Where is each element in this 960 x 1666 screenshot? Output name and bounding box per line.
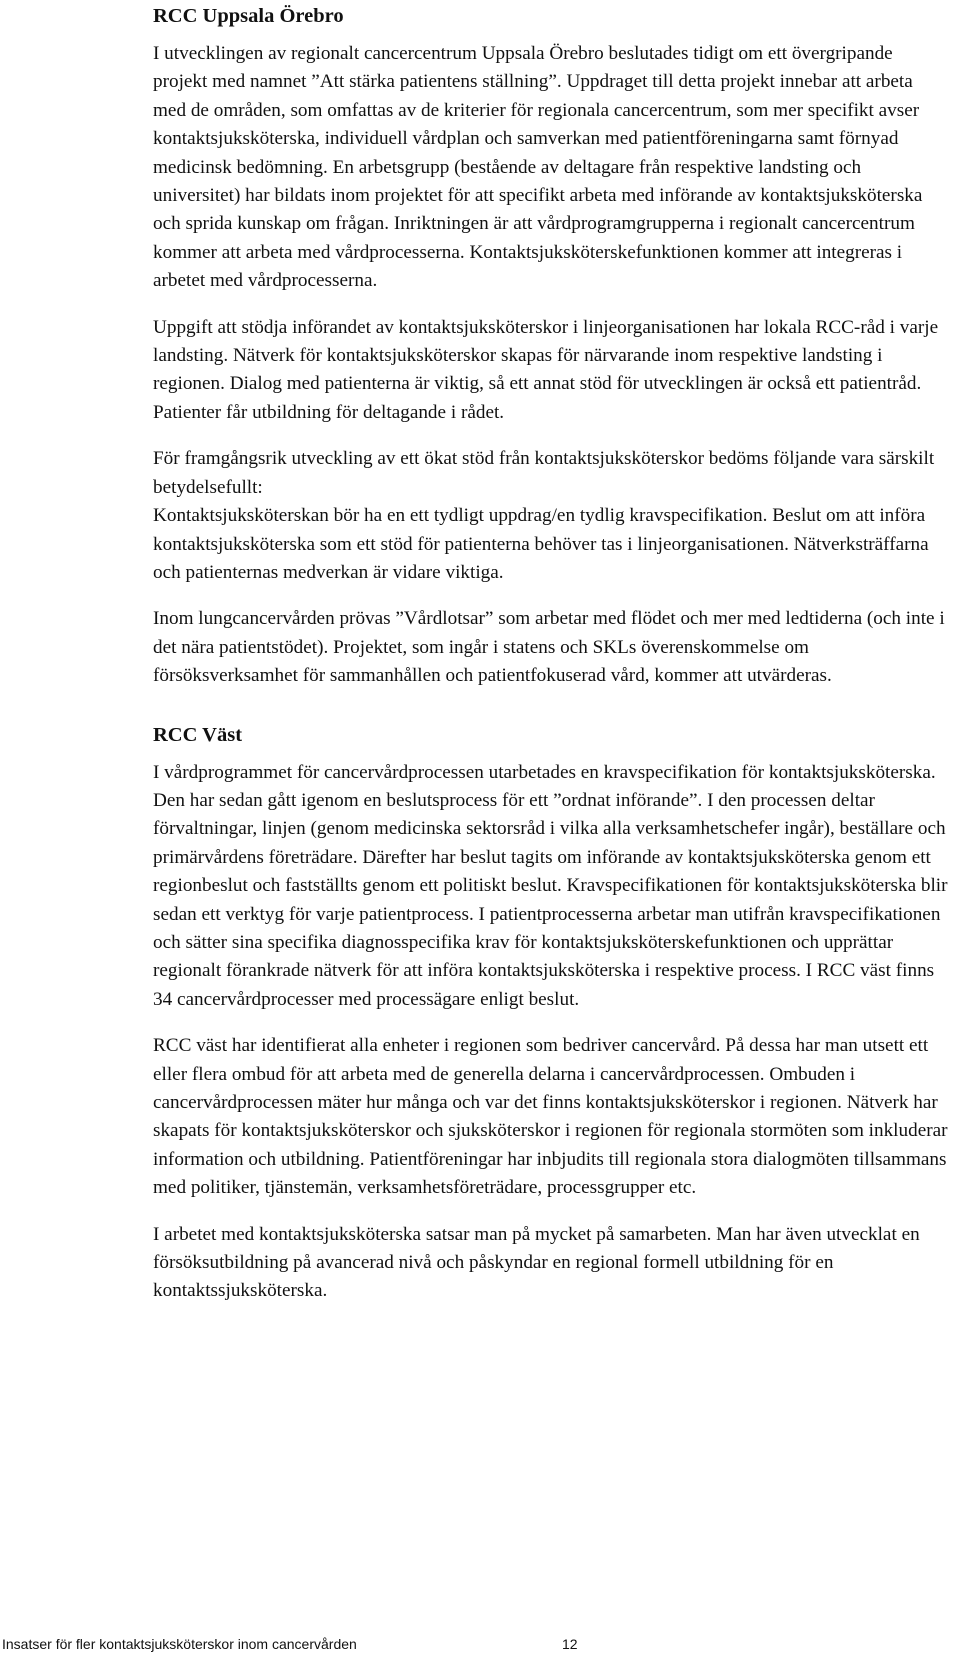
footer-title: Insatser för fler kontaktsjuksköterskor inom cancervården <box>2 1636 357 1652</box>
paragraph: RCC väst har identifierat alla enheter i regionen som bedriver cancervård. På dessa har man utsett ett eller flera ombud för att arbeta med de generella delarna i cancervårdprocessen. Ombuden i cancervårdprocessen mäter hur många och var det finns kontaktsjuksköterskor i regionen. Nätverk har skapats för kontaktsjuksköterskor och sjuksköterskor i regionen för regionala stormöten som inkluderar information och utbildning. Patientföreningar har inbjudits till regionala stora dialogmöten tillsammans med politiker, tjänstemän, verksamhetsföreträdare, processgrupper etc. <box>153 1035 948 1199</box>
paragraph: Kontaktsjuksköterskan bör ha en ett tydligt uppdrag/en tydlig kravspecifikation. Beslut om att införa kontaktsjuksköterska som ett stöd för patienterna behöver tas i linjeorganisationen. Nätverksträffarna och patienternas medverkan är vidare viktiga. <box>153 505 929 583</box>
page-body <box>153 2 948 1324</box>
section-heading-vast: RCC Väst <box>153 723 243 746</box>
page-number: 12 <box>562 1636 578 1652</box>
paragraph: I arbetet med kontaktsjuksköterska satsar man på mycket på samarbeten. Man har även utvecklat en försöksutbildning på avancerad nivå och påskyndar en regional formell utbildning för en kontaktssjuksköterska. <box>153 1223 920 1302</box>
paragraph: I vårdprogrammet för cancervårdprocessen utarbetades en kravspecifikation för kontaktsjuksköterska. Den har sedan gått igenom en beslutsprocess för ett ”ordnat införande”. I den processen deltar förvaltningar, linjen (genom medicinska sektorsråd i vilka alla verksamhetschefer ingår), beställare och primärvårdens företrädare. Därefter har beslut tagits om införande av kontaktsjuksköterska genom ett regionbeslut och fastställts genom ett politiskt beslut. Kravspecifikationen för kontaktsjuksköterska blir sedan ett verktyg för varje patientprocess. I patientprocesserna arbetar man utifrån kravspecifikationen och sätter sina specifika diagnosspecifika krav för kontaktsjuksköterskefunktionen och upprättar regionalt förankrade nätverk för att införa kontaktsjuksköterska i respektive process. I RCC väst finns 34 cancervårdprocesser med processägare enligt beslut. <box>153 761 948 1010</box>
paragraph: För framgångsrik utveckling av ett ökat stöd från kontaktsjuksköterskor bedöms följande vara särskilt betydelsefullt: <box>153 448 935 498</box>
section-heading-uppsala-orebro: RCC Uppsala Örebro <box>153 5 344 27</box>
paragraph: Uppgift att stödja införandet av kontaktsjuksköterskor i linjeorganisationen har lokala RCC-råd i varje landsting. Nätverk för kontaktsjuksköterskor skapas för närvarande inom respektive landsting i regionen. Dialog med patienterna är viktig, så ett annat stöd för utvecklingen är också ett patientråd. Patienter får utbildning för deltagande i rådet. <box>153 316 939 423</box>
paragraph: Inom lungcancervården prövas ”Vårdlotsar” som arbetar med flödet och mer med ledtiderna (och inte i det nära patientstödet). Projektet, som ingår i statens och SKLs överenskommelse om försöksverksamhet för sammanhållen och patientfokuserad vård, kommer att utvärderas. <box>153 608 945 687</box>
paragraph: I utvecklingen av regionalt cancercentrum Uppsala Örebro beslutades tidigt om ett övergripande projekt med namnet ”Att stärka patientens ställning”. Uppdraget till detta projekt innebar att arbeta med de områden, som omfattas av de kriterier för regionala cancercentrum, som mer specifikt avser kontaktsjuksköterska, individuell vårdplan och samverkan med patientföreningarna samt förnyad medicinsk bedömning. En arbetsgrupp (bestående av deltagare från respektive landsting och universitet) har bildats inom projektet för att specifikt arbeta med införande av kontaktsjuksköterska och sprida kunskap om frågan. Inriktningen är att vårdprogramgrupperna i regionalt cancercentrum kommer att arbeta med vårdprocesserna. Kontaktsjuksköterskefunktionen kommer att integreras i arbetet med vårdprocesserna. <box>153 43 923 292</box>
